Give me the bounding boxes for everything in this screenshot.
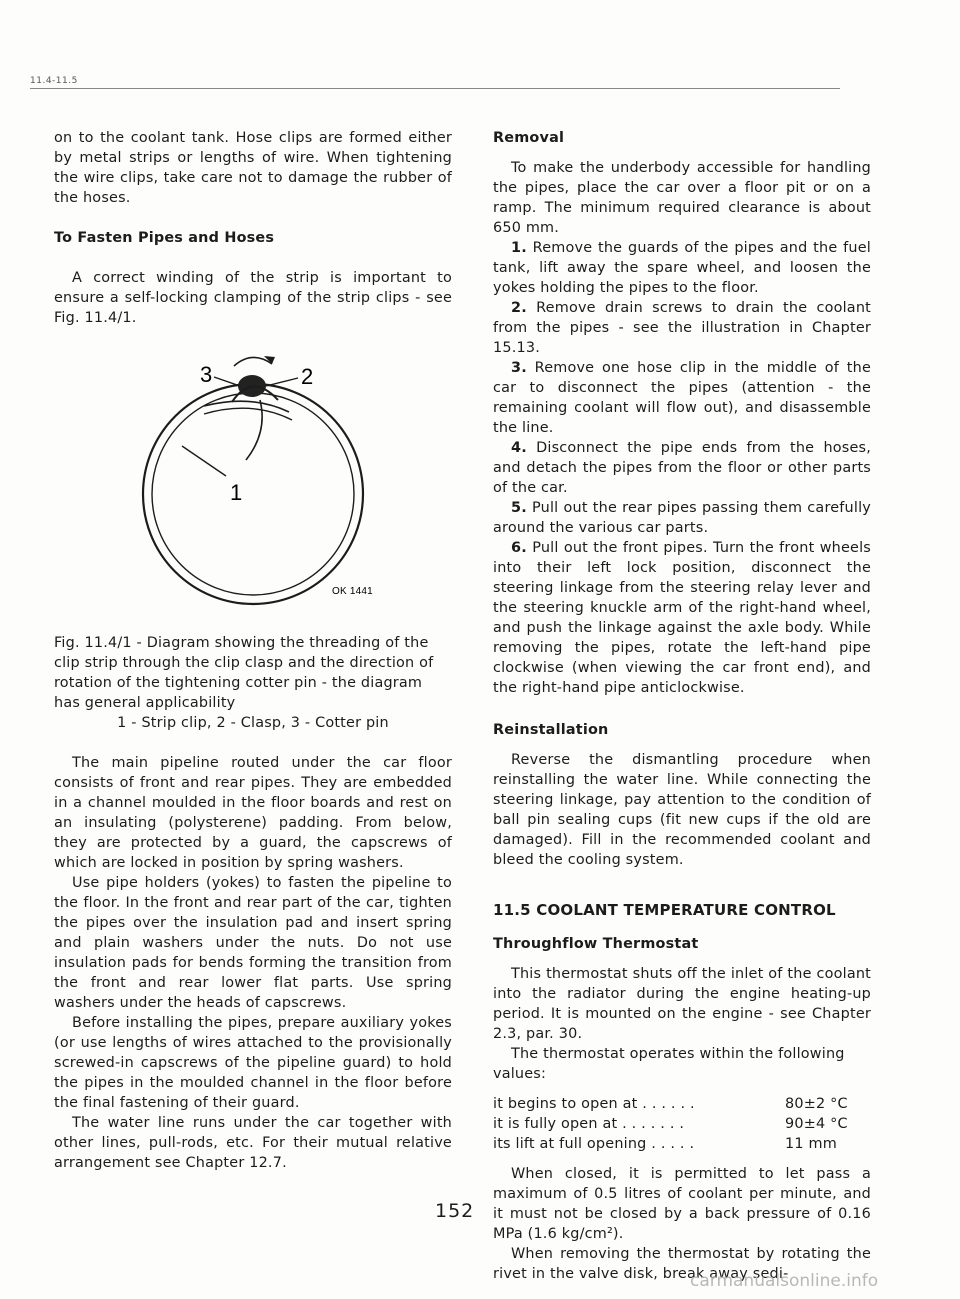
spec-row: its lift at full opening . . . . . 11 mm — [493, 1136, 837, 1152]
fasten-heading: To Fasten Pipes and Hoses — [54, 230, 275, 246]
rotation-arrow — [234, 357, 272, 366]
spec-row: it is fully open at . . . . . . . 90±4 °C — [493, 1116, 848, 1132]
watermark: carmanualsonline.info — [690, 1271, 879, 1291]
leader-2 — [266, 378, 298, 386]
figure-code: OK 1441 — [332, 586, 373, 597]
water-line-paragraph: The water line runs under the car together with other lines, pull-rods, etc. For their mutual relative arrangement see Chapter 12.7. — [54, 1115, 452, 1171]
label-1: 1 — [230, 480, 243, 505]
thermostat-paragraph: This thermostat shuts off the inlet of the coolant into the radiator during the engine heating-up period. It is mounted on the engine - see Chapter 2.3, par. 30. — [493, 966, 871, 1042]
figure-caption: Fig. 11.4/1 - Diagram showing the threading of the clip strip through the clip clasp and the direction of rotation of the tightening cotter pin - the diagram has general applicability — [54, 635, 434, 711]
left-column — [54, 128, 452, 1173]
figure-legend: 1 - Strip clip, 2 - Clasp, 3 - Cotter pin — [117, 715, 389, 731]
clip-diagram — [54, 342, 452, 627]
removal-steps — [493, 238, 871, 698]
spec-row: it begins to open at . . . . . . 80±2 °C — [493, 1096, 848, 1112]
page-number: 152 — [435, 1200, 475, 1222]
step: 1. Remove the guards of the pipes and the fuel tank, lift away the spare wheel, and loosen the yokes holding the pipes to the floor. — [493, 240, 871, 296]
step: 6. Pull out the front pipes. Turn the front wheels into their left lock position, disconnect the steering linkage from the steering relay lever and the steering knuckle arm of the right-hand wheel, and push the linkage against the axle body. While removing the pipes, rotate the left-hand pipe clockwise (when viewing the car front end), and the right-hand pipe anticlockwise. — [493, 540, 871, 696]
reverse-paragraph: Reverse the dismantling procedure when reinstalling the water line. While connecting the steering linkage, pay attention to the condition of ball pin sealing cups (fit new cups if the old are damaged). Fill in the recommended coolant and bleed the cooling system. — [493, 752, 871, 868]
label-3: 3 — [200, 362, 213, 387]
section-reference: 11.4-11.5 — [30, 76, 78, 86]
closed-paragraph: When closed, it is permitted to let pass a maximum of 0.5 litres of coolant per minute, and it must not be closed by a back pressure of 0.16 MPa (1.6 kg/cm²). — [493, 1166, 871, 1242]
label-2: 2 — [301, 364, 314, 389]
right-column — [493, 128, 871, 1284]
step: 3. Remove one hose clip in the middle of the car to disconnect the pipes (attention - the remaining coolant will flow out), and disassemble the line. — [493, 360, 872, 436]
spec-table — [493, 1094, 871, 1154]
reinstallation-heading: Reinstallation — [493, 722, 609, 738]
holders-paragraph: Use pipe holders (yokes) to fasten the pipeline to the floor. In the front and rear part of the car, tighten the pipes over the insulation pad and insert spring and plain washers under the nuts. Do not use insulation pads for bends forming the transition from the front and rear lower flat parts. Use spring washers under the heads of capscrews. — [54, 875, 452, 1011]
strip-outer-edge — [143, 384, 363, 604]
operates-paragraph: The thermostat operates within the following values: — [493, 1046, 845, 1082]
section-heading: 11.5 COOLANT TEMPERATURE CONTROL — [493, 901, 836, 919]
winding-paragraph: A correct winding of the strip is important to ensure a self-locking clamping of the strip clips - see Fig. 11.4/1. — [54, 270, 452, 326]
leader-1 — [182, 446, 226, 476]
removing-paragraph: When removing the thermostat by rotating the rivet in the valve disk, break away sedi- — [493, 1246, 871, 1282]
strip-wrap-2 — [204, 408, 292, 420]
step: 4. Disconnect the pipe ends from the hoses, and detach the pipes from the floor or other parts of the car. — [493, 440, 872, 496]
strip-inner-edge — [152, 393, 354, 595]
step: 5. Pull out the rear pipes passing them carefully around the various car parts. — [493, 500, 871, 536]
removal-heading: Removal — [493, 130, 565, 146]
step: 2. Remove drain screws to drain the coolant from the pipes - see the illustration in Chapter 15.13. — [493, 300, 871, 356]
intro-paragraph: on to the coolant tank. Hose clips are formed either by metal strips or lengths of wire. When tightening the wire clips, take care not to damage the rubber of the hoses. — [54, 130, 452, 206]
clip-diagram-svg — [54, 342, 452, 627]
before-paragraph: Before installing the pipes, prepare auxiliary yokes (or use lengths of wires attached to the provisionally screwed-in capscrews of the pipeline guard) to hold the pipes in the moulded channel in the floor before the final fastening of their guard. — [54, 1015, 452, 1111]
leader-3 — [214, 377, 240, 386]
header-rule — [30, 88, 840, 89]
underbody-paragraph: To make the underbody accessible for handling the pipes, place the car over a floor pit or on a ramp. The minimum required clearance is about 650 mm. — [493, 160, 871, 236]
thermostat-heading: Throughflow Thermostat — [493, 936, 699, 952]
pipeline-paragraph: The main pipeline routed under the car floor consists of front and rear pipes. They are embedded in a channel moulded in the floor boards and rest on an insulating (polysterene) padding. From below, they are protected by a guard, the capscrews of which are locked in position by spring washers. — [54, 755, 452, 871]
